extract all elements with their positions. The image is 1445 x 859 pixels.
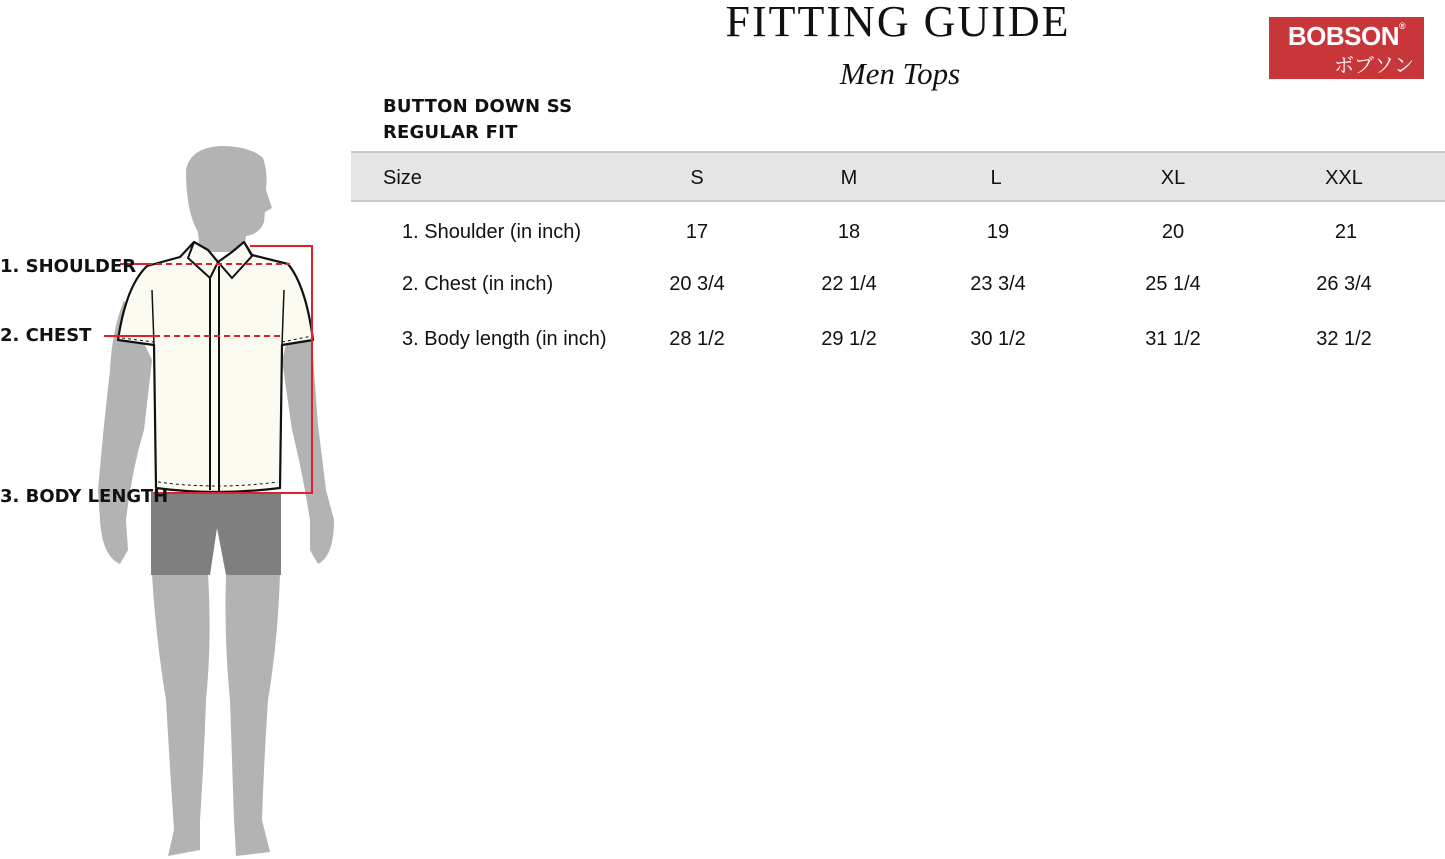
header-cell-xxl: XXL (1325, 167, 1363, 189)
table-cell: 29 1/2 (821, 328, 877, 350)
label-body-length: 3. BODY LENGTH (0, 486, 169, 507)
shorts (151, 492, 281, 575)
table-cell: 22 1/4 (821, 273, 877, 295)
row-label-body-length: 3. Body length (in inch) (402, 328, 607, 350)
size-table-header (351, 151, 1445, 202)
header-cell-m: M (840, 167, 858, 189)
label-chest: 2. CHEST (0, 325, 92, 346)
table-cell: 20 (1161, 221, 1185, 243)
header-cell-l: L (990, 167, 1002, 189)
table-cell: 28 1/2 (669, 328, 725, 350)
logo-registered: ® (1398, 21, 1406, 31)
table-cell: 26 3/4 (1316, 273, 1372, 295)
product-fit: REGULAR FIT (383, 122, 518, 143)
table-cell: 20 3/4 (669, 273, 725, 295)
product-name: BUTTON DOWN SS (383, 96, 573, 117)
logo-text: BOBSON (1287, 21, 1399, 51)
logo-kana: ボブソン (1334, 53, 1414, 77)
header-cell-xl: XL (1160, 167, 1186, 189)
table-cell: 17 (685, 221, 709, 243)
label-shoulder: 1. SHOULDER (0, 256, 137, 277)
table-cell: 19 (986, 221, 1010, 243)
measurement-diagram (0, 0, 350, 859)
table-cell: 31 1/2 (1145, 328, 1201, 350)
header-cell-size: Size (383, 167, 422, 189)
row-label-shoulder: 1. Shoulder (in inch) (402, 221, 581, 243)
table-cell: 18 (837, 221, 861, 243)
row-label-chest: 2. Chest (in inch) (402, 273, 554, 295)
header-cell-s: S (690, 167, 704, 189)
bobson-logo (1269, 17, 1424, 79)
table-cell: 23 3/4 (970, 273, 1026, 295)
page-subtitle: Men Tops (839, 56, 961, 91)
table-cell: 21 (1334, 221, 1358, 243)
page-title: FITTING GUIDE (725, 0, 1071, 46)
table-cell: 32 1/2 (1316, 328, 1372, 350)
table-cell: 30 1/2 (970, 328, 1026, 350)
table-cell: 25 1/4 (1145, 273, 1201, 295)
